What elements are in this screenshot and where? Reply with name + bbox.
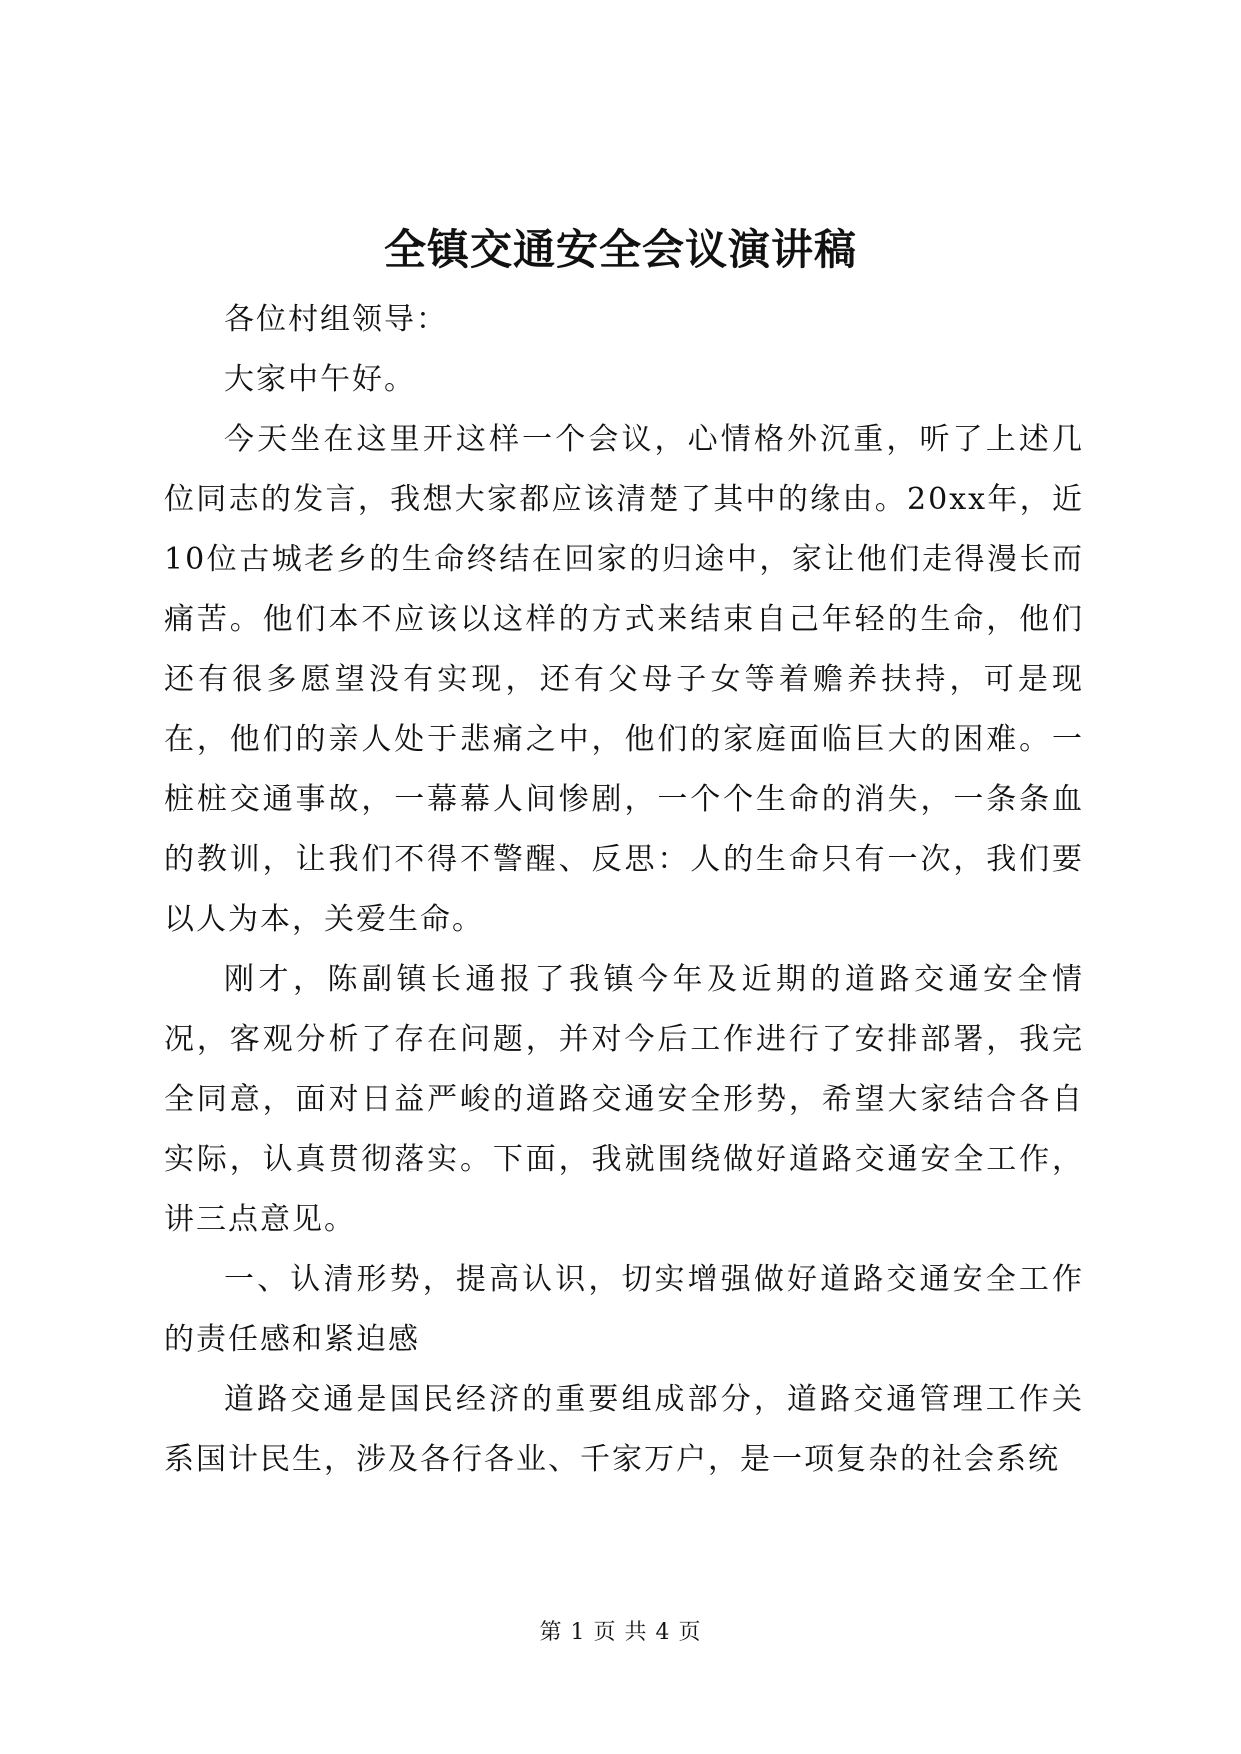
paragraph-greeting: 大家中午好。 (224, 362, 416, 397)
section-heading-one: 一、认清形势，提高认识，切实增强做好道路交通安全工作的责任感和紧迫感 (164, 1262, 1084, 1357)
document-body (164, 290, 1084, 1490)
paragraph-section-one: 道路交通是国民经济的重要组成部分，道路交通管理工作关系国计民生，涉及各行各业、千家万户，是一项复杂的社会系统 (164, 1382, 1084, 1477)
paragraph-summary: 刚才，陈副镇长通报了我镇今年及近期的道路交通安全情况，客观分析了存在问题，并对今后工作进行了安排部署，我完全同意，面对日益严峻的道路交通安全形势，希望大家结合各自实际，认真贯彻落实。下面，我就围绕做好道路交通安全工作，讲三点意见。 (164, 962, 1084, 1237)
paragraph-opening: 今天坐在这里开这样一个会议，心情格外沉重，听了上述几位同志的发言，我想大家都应该清楚了其中的缘由。20xx年，近10位古城老乡的生命终结在回家的归途中，家让他们走得漫长而痛苦。他们本不应该以这样的方式来结束自己年轻的生命，他们还有很多愿望没有实现，还有父母子女等着赡养扶持，可是现在，他们的亲人处于悲痛之中，他们的家庭面临巨大的困难。一桩桩交通事故，一幕幕人间惨剧，一个个生命的消失，一条条血的教训，让我们不得不警醒、反思：人的生命只有一次，我们要以人为本，关爱生命。 (164, 422, 1084, 937)
paragraph-salutation: 各位村组领导： (224, 302, 448, 337)
page-footer: 第 1 页 共 4 页 (539, 1620, 702, 1645)
document-title: 全镇交通安全会议演讲稿 (383, 225, 857, 274)
